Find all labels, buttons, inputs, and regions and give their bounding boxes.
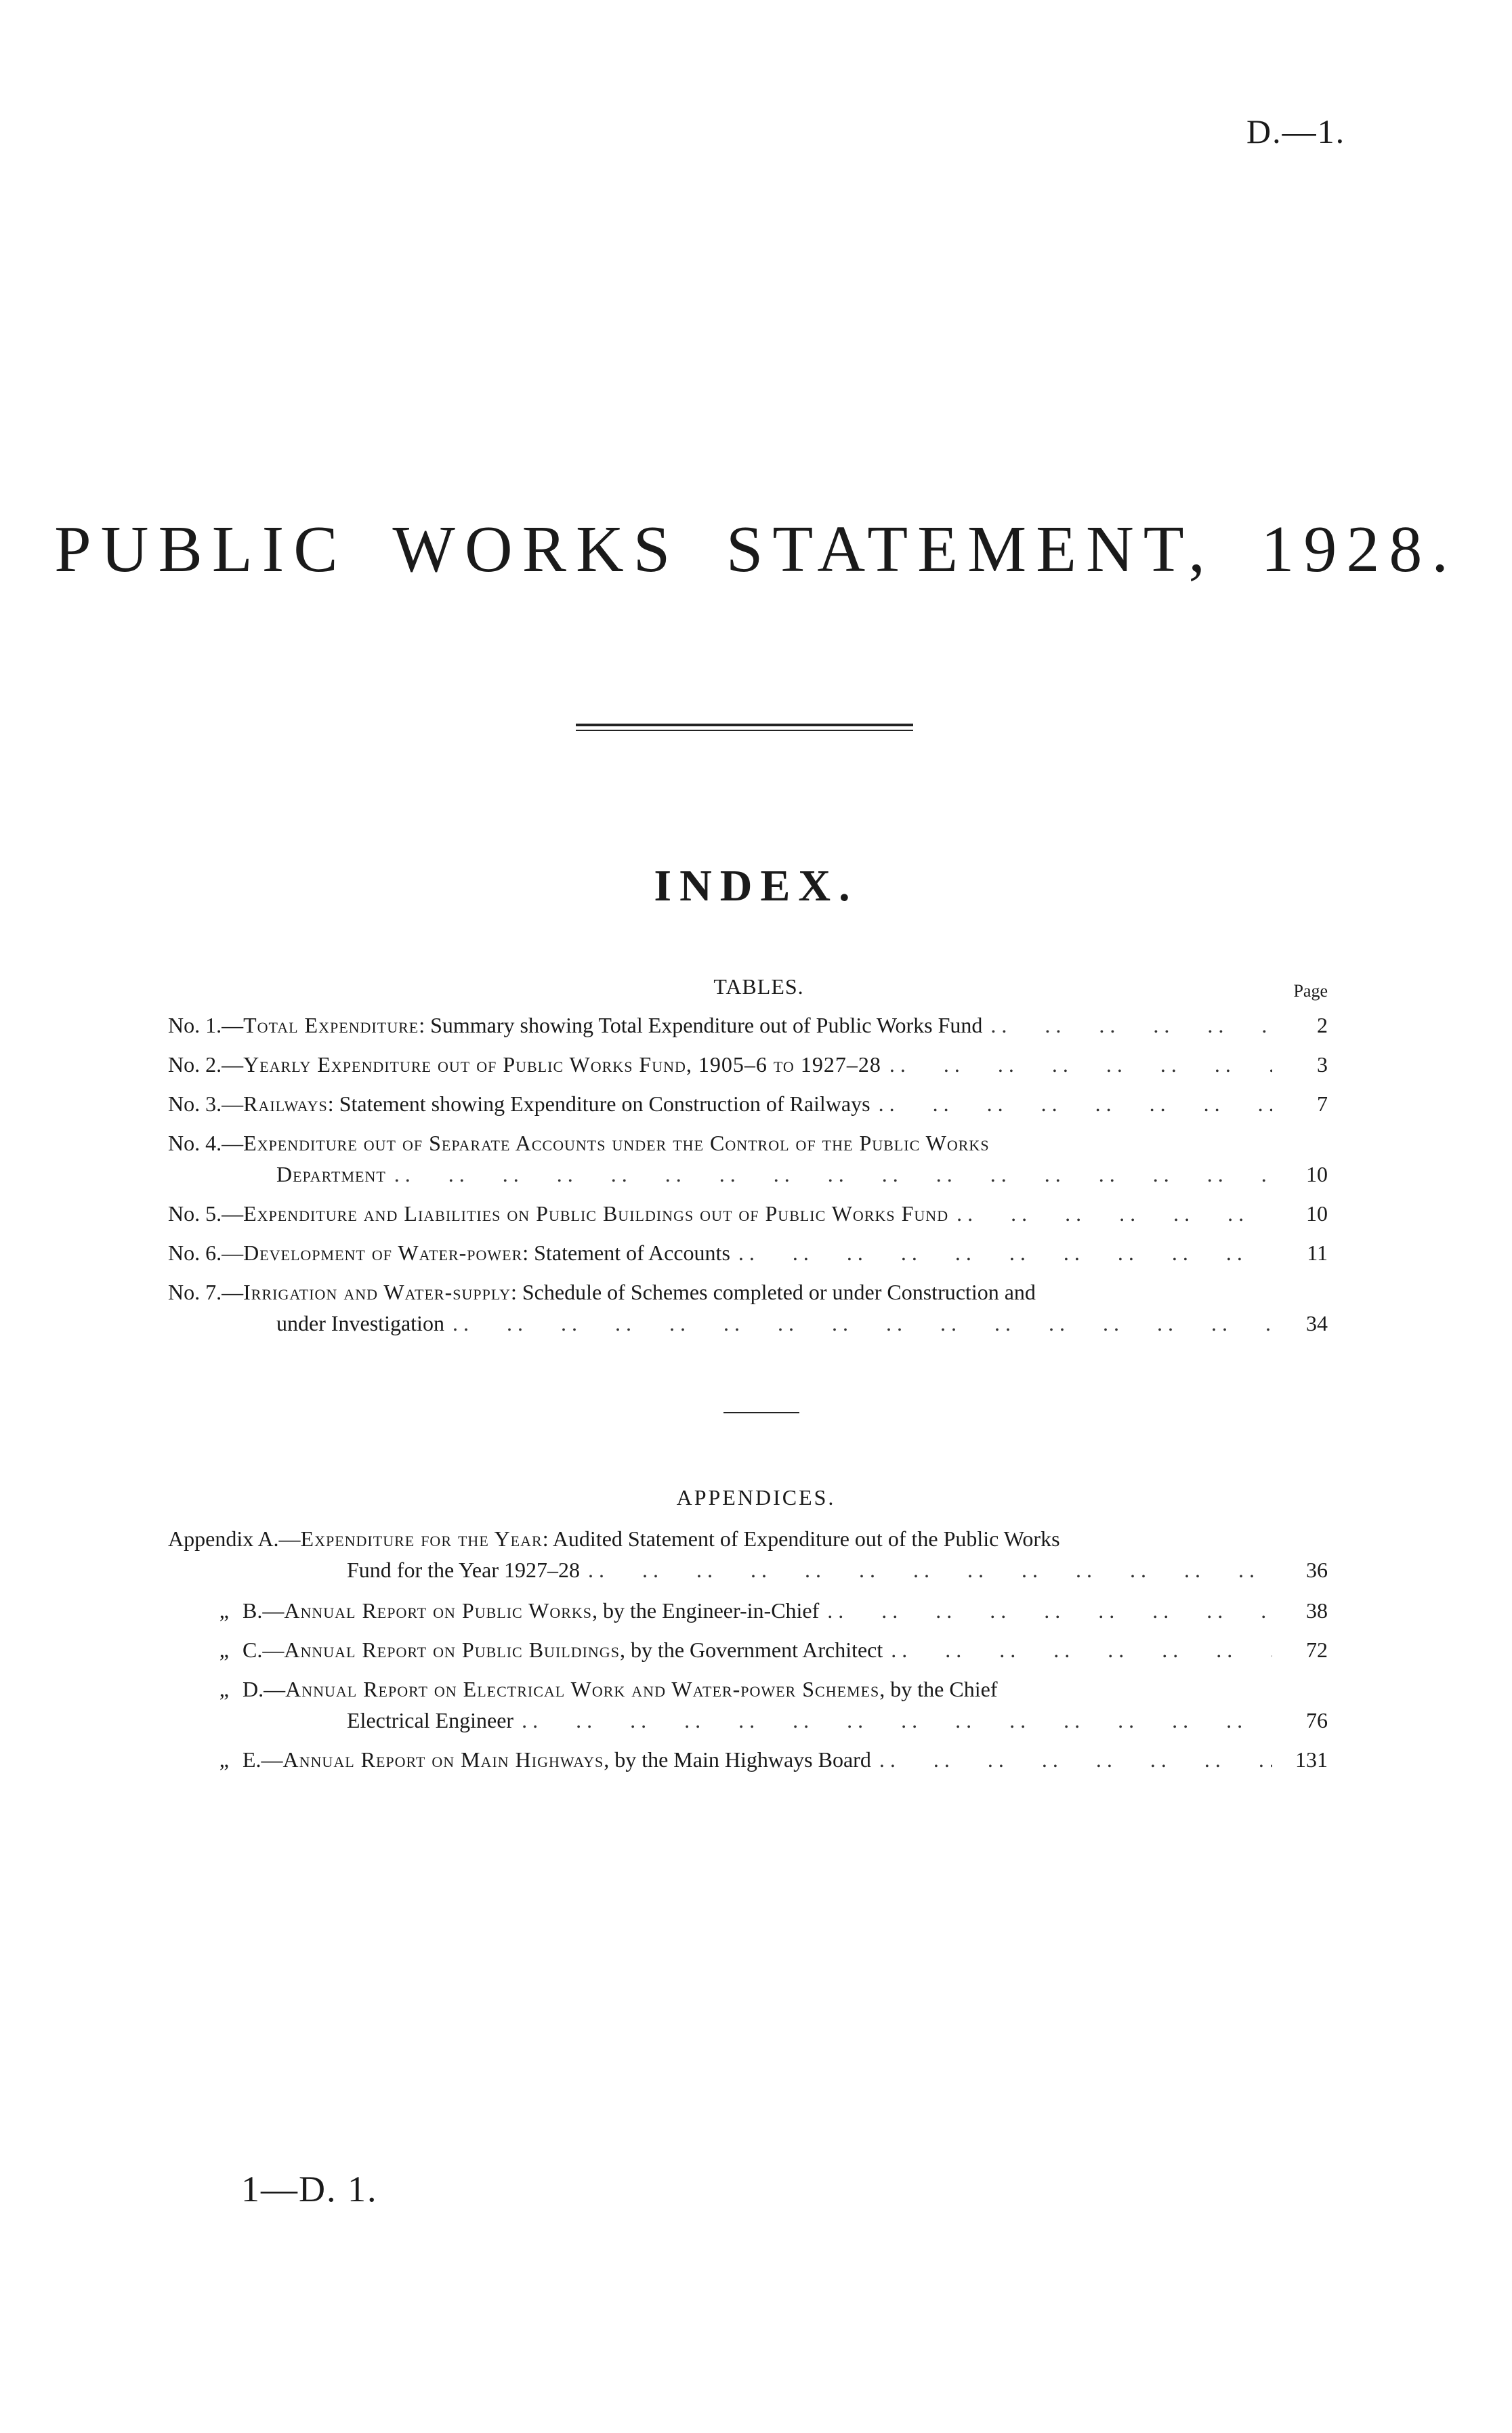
entry-description: : Statement of Accounts [522, 1241, 730, 1265]
entry-page: 10 [1306, 1162, 1328, 1186]
title-rule-thin [576, 730, 913, 731]
entry-description: : Schedule of Schemes completed or under Construction and [510, 1280, 1036, 1304]
appendix-letter: D.— [243, 1677, 286, 1701]
leader-dots [957, 1198, 1272, 1229]
entry-title: Irrigation and Water-supply [243, 1280, 511, 1304]
entry-title: Expenditure for the Year [300, 1526, 543, 1551]
entry-continuation: under Investigation [276, 1311, 444, 1335]
entry-title: Annual Report on Main Highways [282, 1747, 604, 1772]
entry-page: 10 [1306, 1201, 1328, 1226]
entry-page: 72 [1306, 1638, 1328, 1662]
entry-number: No. 5.— [168, 1201, 244, 1226]
entry-description: : Statement showing Expenditure on Construction of Railways [327, 1091, 870, 1116]
entry-continuation: Electrical Engineer [347, 1708, 514, 1732]
ditto-mark: „ [219, 1677, 229, 1701]
ditto-mark: „ [219, 1747, 229, 1772]
entry-number: No. 7.— [168, 1280, 244, 1304]
appendix-letter: C.— [243, 1638, 285, 1662]
index-heading: INDEX. [654, 861, 858, 911]
leader-dots [990, 1010, 1272, 1041]
entry-description: : Summary showing Total Expenditure out of Public Works Fund [419, 1013, 983, 1037]
leader-dots [588, 1554, 1272, 1585]
entry-description: , by the Chief [879, 1677, 998, 1701]
table-entry-7[interactable] [168, 1276, 1328, 1339]
table-entry-3[interactable] [168, 1088, 1328, 1119]
entry-number: No. 4.— [168, 1131, 244, 1155]
table-entry-1[interactable] [168, 1010, 1328, 1041]
leader-dots [394, 1159, 1272, 1190]
entry-page: 76 [1306, 1708, 1328, 1732]
appendix-entry-c[interactable] [168, 1634, 1328, 1665]
leader-dots [891, 1634, 1272, 1665]
page-footer-signature: 1—D. 1. [241, 2169, 378, 2209]
appendix-prefix: Appendix A.— [168, 1526, 301, 1551]
entry-title: Annual Report on Public Works [284, 1598, 593, 1623]
entry-number: No. 1.— [168, 1013, 244, 1037]
table-entry-5[interactable] [168, 1198, 1328, 1229]
document-reference: D.—1. [1246, 112, 1346, 150]
leader-dots [453, 1308, 1272, 1339]
leader-dots [522, 1705, 1272, 1736]
entry-page: 2 [1317, 1013, 1328, 1037]
page-column-label: Page [1293, 981, 1328, 1001]
entry-page: 38 [1306, 1598, 1328, 1623]
leader-dots [879, 1744, 1272, 1775]
entry-continuation: Department [276, 1162, 386, 1186]
entry-page: 36 [1306, 1558, 1328, 1582]
appendices-heading: APPENDICES. [676, 1485, 836, 1510]
entry-title: Railways [243, 1091, 328, 1116]
title-rule [576, 724, 913, 726]
ditto-mark: „ [219, 1638, 229, 1662]
appendix-entry-d[interactable] [168, 1673, 1328, 1736]
appendix-entry-a[interactable] [168, 1523, 1328, 1585]
appendix-entry-b[interactable] [168, 1595, 1328, 1626]
document-title: PUBLIC WORKS STATEMENT, 1928. [54, 513, 1458, 586]
entry-page: 7 [1317, 1091, 1328, 1116]
appendix-letter: B.— [243, 1598, 285, 1623]
entry-title: Annual Report on Public Buildings [284, 1638, 620, 1662]
entry-title: Annual Report on Electrical Work and Water-power Schemes [285, 1677, 880, 1701]
entry-number: No. 2.— [168, 1052, 244, 1077]
entry-title: Yearly Expenditure out of Public Works Fund, 1905–6 to 1927–28 [243, 1052, 881, 1077]
table-entry-6[interactable] [168, 1237, 1328, 1268]
table-entry-2[interactable] [168, 1049, 1328, 1080]
entry-title: Development of Water-power [243, 1241, 523, 1265]
leader-dots [738, 1237, 1272, 1268]
entry-title: Expenditure out of Separate Accounts under the Control of the Public Works [243, 1131, 990, 1155]
entry-description: , by the Engineer-in-Chief [592, 1598, 820, 1623]
table-entry-4[interactable] [168, 1127, 1328, 1190]
entry-description: : Audited Statement of Expenditure out of the Public Works [542, 1526, 1060, 1551]
entry-description: , by the Main Highways Board [604, 1747, 871, 1772]
tables-heading: TABLES. [713, 974, 804, 999]
entry-description: , by the Government Architect [619, 1638, 883, 1662]
entry-page: 34 [1306, 1311, 1328, 1335]
entry-number: No. 6.— [168, 1241, 244, 1265]
entry-page: 11 [1307, 1241, 1328, 1265]
entry-continuation: Fund for the Year 1927–28 [347, 1558, 580, 1582]
entry-title: Expenditure and Liabilities on Public Buildings out of Public Works Fund [243, 1201, 949, 1226]
appendix-letter: E.— [243, 1747, 283, 1772]
ditto-mark: „ [219, 1598, 229, 1623]
entry-number: No. 3.— [168, 1091, 244, 1116]
entry-page: 131 [1295, 1747, 1328, 1772]
appendix-entry-e[interactable] [168, 1744, 1328, 1775]
leader-dots [827, 1595, 1272, 1626]
leader-dots [879, 1088, 1272, 1119]
leader-dots [889, 1049, 1272, 1080]
entry-title: Total Expenditure [243, 1013, 419, 1037]
entry-page: 3 [1317, 1052, 1328, 1077]
section-divider [723, 1412, 799, 1413]
